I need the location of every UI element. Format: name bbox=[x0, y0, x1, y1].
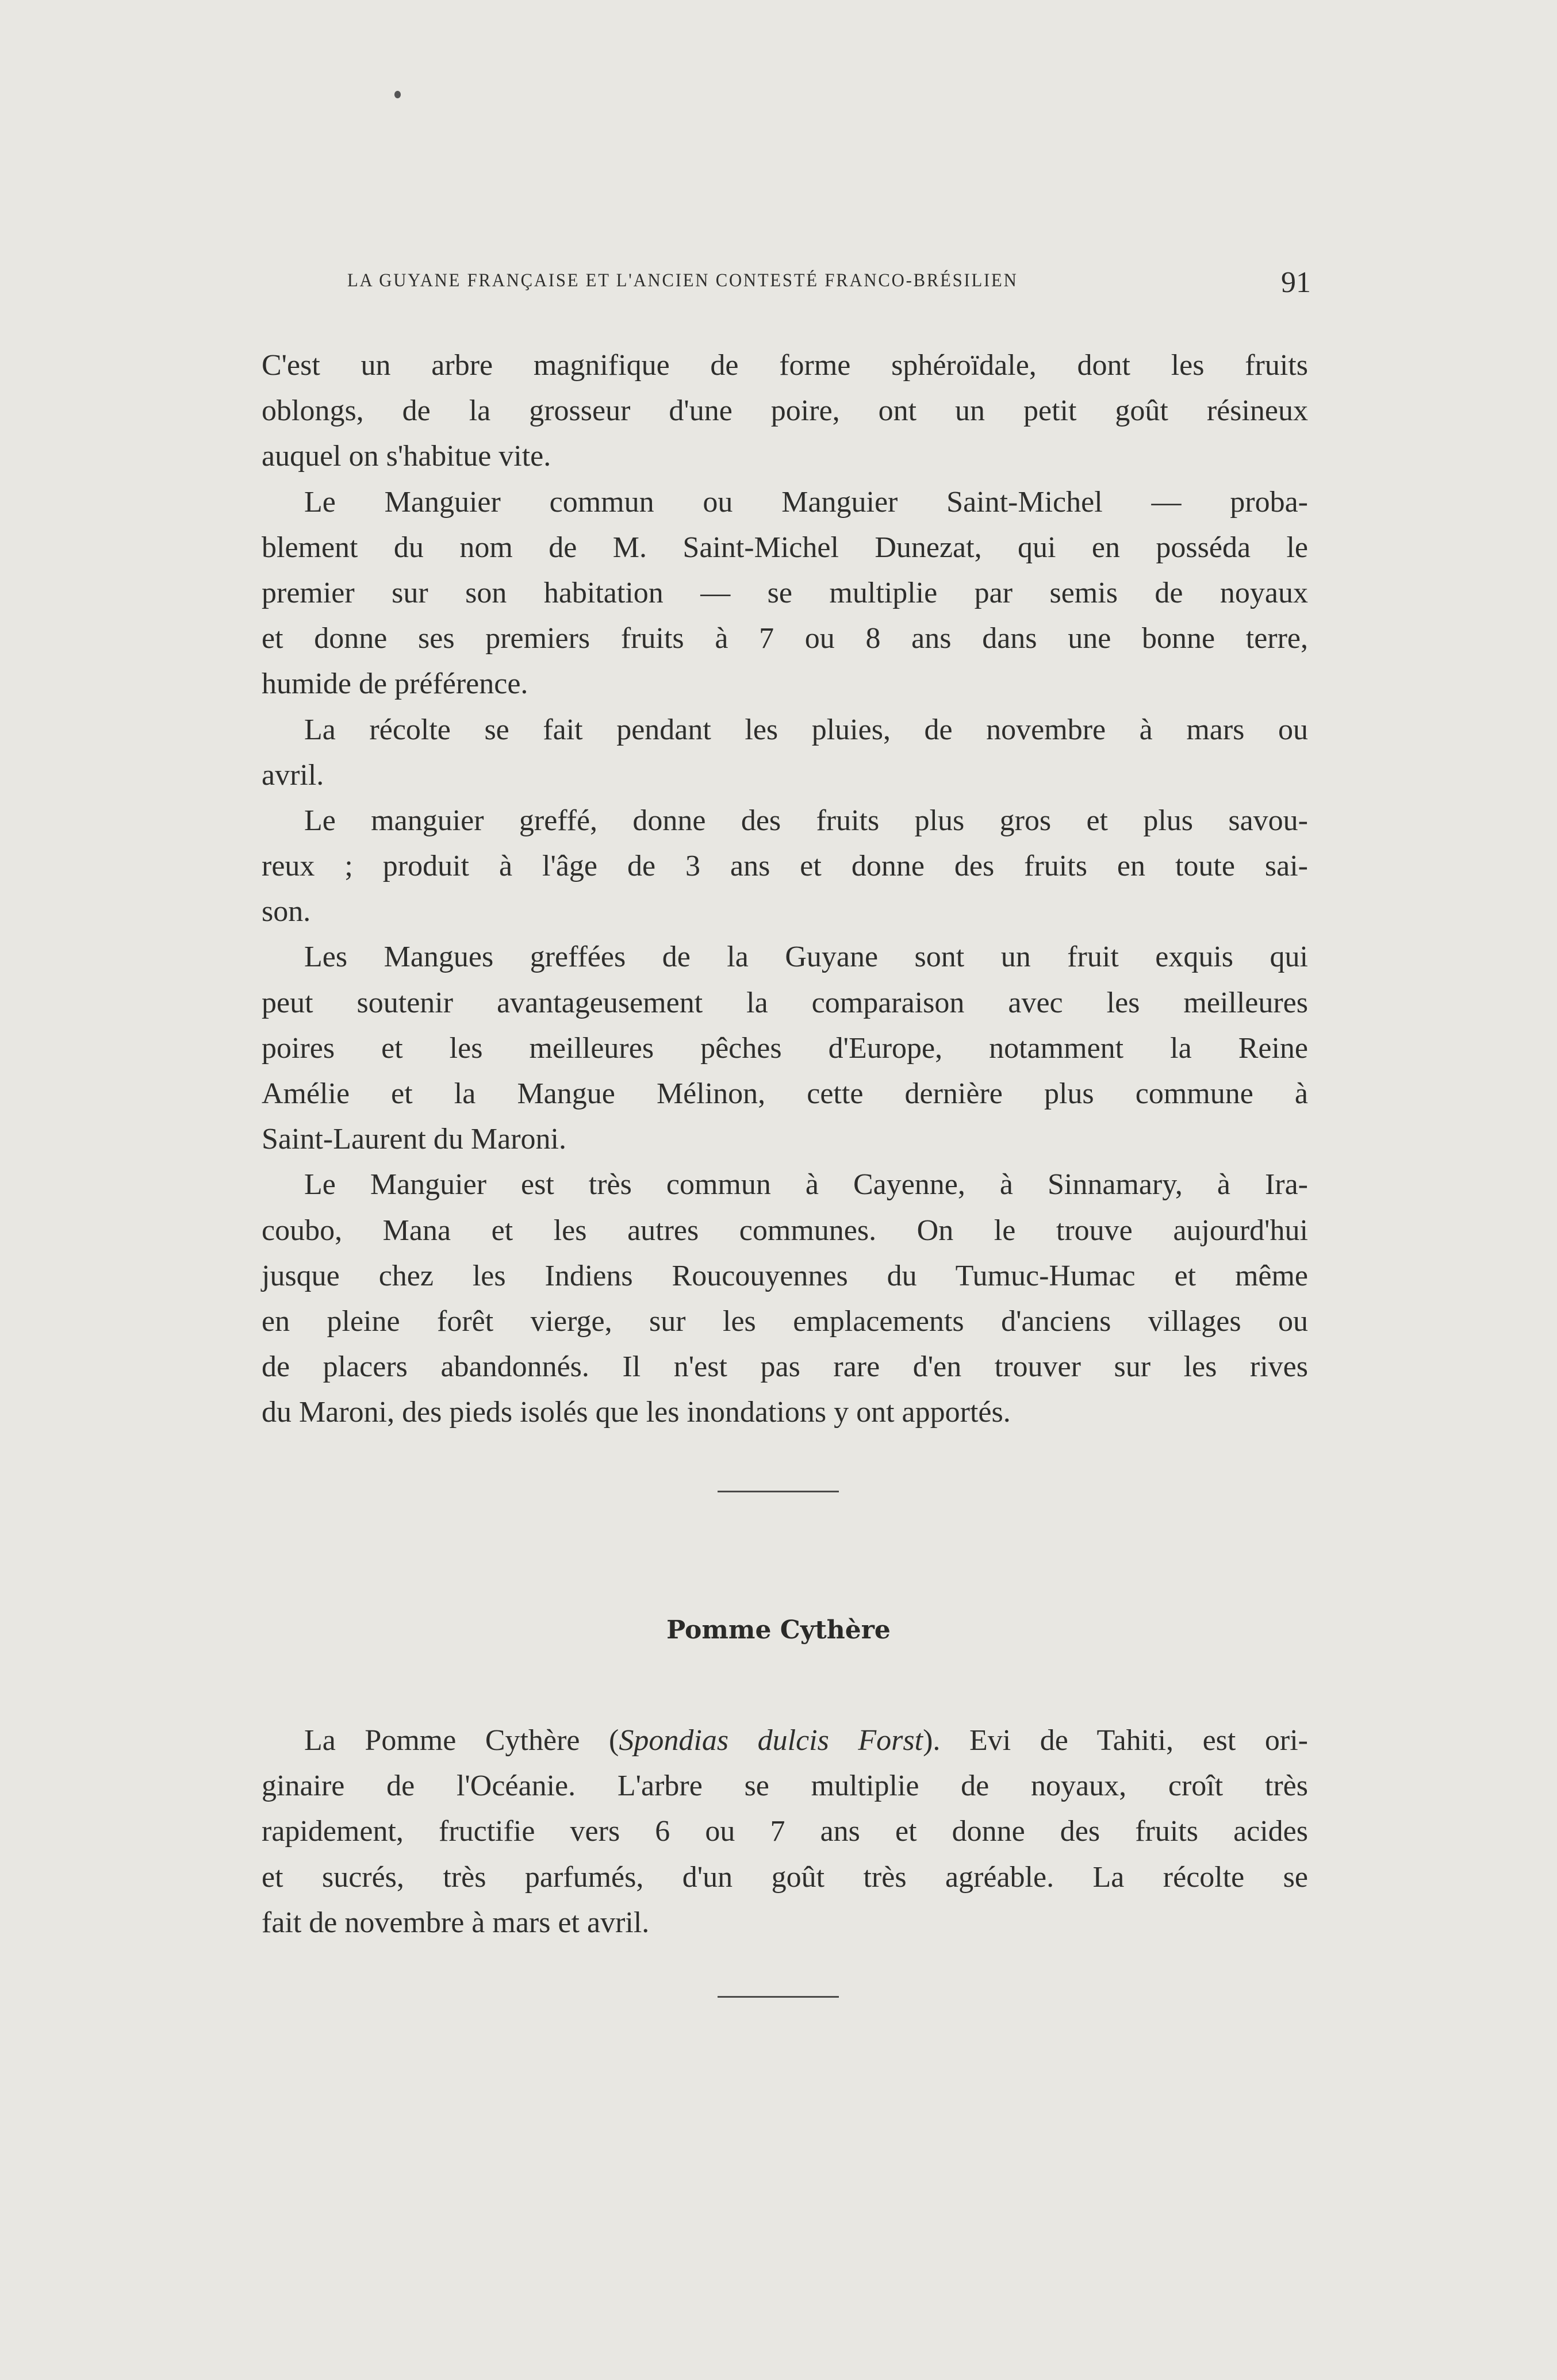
paragraph-line: reux ; produit à l'âge de 3 ans et donne des fruits en toute sai- bbox=[262, 850, 1308, 883]
line-text: La Pomme Cythère ( bbox=[304, 1724, 619, 1757]
species-name: Spondias dulcis Forst bbox=[619, 1724, 923, 1757]
paragraph-line: et donne ses premiers fruits à 7 ou 8 ans dans une bonne terre, bbox=[262, 622, 1308, 655]
paragraph-line: rapidement, fructifie vers 6 ou 7 ans et donne des fruits acides bbox=[262, 1815, 1308, 1848]
paragraph-line: coubo, Mana et les autres communes. On le trouve aujourd'hui bbox=[262, 1214, 1308, 1247]
line-text: ). Evi de Tahiti, est ori- bbox=[923, 1724, 1308, 1757]
paragraph-line: avril. bbox=[262, 758, 324, 792]
paragraph-line: blement du nom de M. Saint-Michel Dunezat, qui en posséda le bbox=[262, 531, 1308, 564]
paragraph-line: poires et les meilleures pêches d'Europe, notamment la Reine bbox=[262, 1031, 1308, 1065]
section-mango-text bbox=[262, 343, 1308, 1435]
ink-speck bbox=[394, 91, 401, 98]
section-divider bbox=[718, 1491, 839, 1492]
paragraph-line: Le Manguier est très commun à Cayenne, à Sinnamary, à Ira- bbox=[304, 1168, 1308, 1201]
paragraph-line: Le manguier greffé, donne des fruits plus gros et plus savou- bbox=[304, 804, 1308, 837]
paragraph-line: fait de novembre à mars et avril. bbox=[262, 1906, 650, 1939]
paragraph-line: et sucrés, très parfumés, d'un goût très agréable. La récolte se bbox=[262, 1860, 1308, 1894]
paragraph-line: premier sur son habitation — se multiplie par semis de noyaux bbox=[262, 576, 1308, 609]
paragraph-line: du Maroni, des pieds isolés que les inondations y ont apportés. bbox=[262, 1396, 1011, 1429]
end-divider bbox=[718, 1996, 839, 1998]
paragraph-line: oblongs, de la grosseur d'une poire, ont un petit goût résineux bbox=[262, 394, 1308, 428]
paragraph-line: son. bbox=[262, 895, 311, 928]
page-number: 91 bbox=[1281, 266, 1311, 299]
paragraph-line: La récolte se fait pendant les pluies, de novembre à mars ou bbox=[304, 713, 1308, 746]
paragraph-line: Le Manguier commun ou Manguier Saint-Michel — proba- bbox=[304, 485, 1308, 519]
paragraph-line: humide de préférence. bbox=[262, 667, 528, 701]
paragraph-line: Amélie et la Mangue Mélinon, cette dernière plus commune à bbox=[262, 1077, 1308, 1110]
paragraph-line: auquel on s'habitue vite. bbox=[262, 440, 551, 473]
paragraph-line: peut soutenir avantageusement la comparaison avec les meilleures bbox=[262, 986, 1308, 1019]
paragraph-line bbox=[262, 1718, 1308, 1763]
section-heading: Pomme Cythère bbox=[666, 1615, 891, 1645]
running-title: LA GUYANE FRANÇAISE ET L'ANCIEN CONTESTÉ FRANCO-BRÉSILIEN bbox=[347, 270, 1018, 291]
paragraph-line: en pleine forêt vierge, sur les emplacements d'anciens villages ou bbox=[262, 1304, 1308, 1338]
paragraph-line: C'est un arbre magnifique de forme sphéroïdale, dont les fruits bbox=[262, 349, 1308, 382]
paragraph-line: jusque chez les Indiens Roucouyennes du Tumuc-Humac et même bbox=[262, 1259, 1308, 1292]
paragraph-line: Les Mangues greffées de la Guyane sont un fruit exquis qui bbox=[304, 941, 1308, 974]
paragraph-line: Saint-Laurent du Maroni. bbox=[262, 1123, 566, 1156]
running-head bbox=[347, 266, 1311, 300]
section-pomme-cythere-text bbox=[262, 1718, 1308, 1945]
paragraph-line: ginaire de l'Océanie. L'arbre se multiplie de noyaux, croît très bbox=[262, 1769, 1308, 1803]
paragraph-line: de placers abandonnés. Il n'est pas rare d'en trouver sur les rives bbox=[262, 1350, 1308, 1384]
